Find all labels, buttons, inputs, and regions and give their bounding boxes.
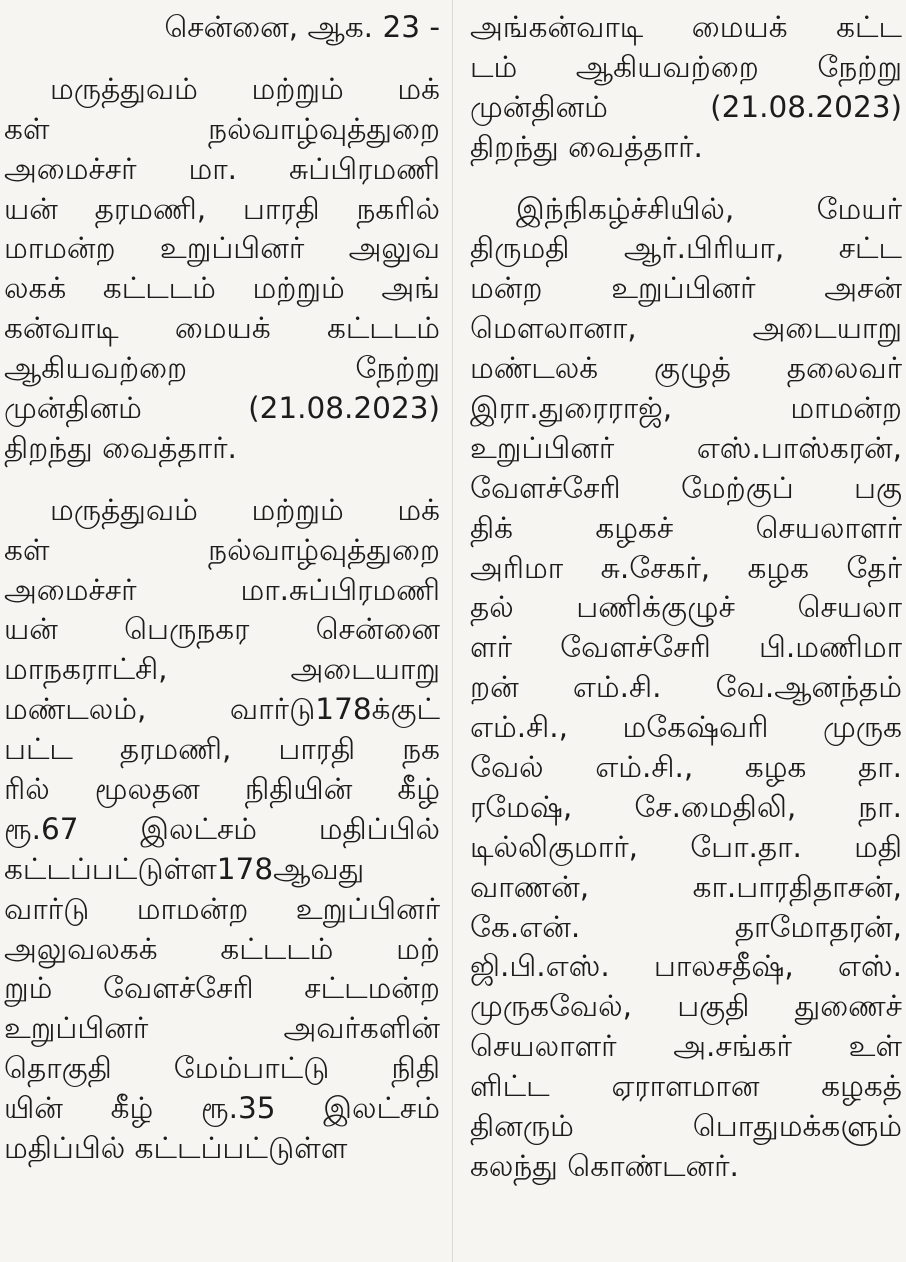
article-line: கள் நல்வாழ்வுத்துறை xyxy=(4,532,440,567)
article-line: பட்ட தரமணி, பாரதி நக xyxy=(4,732,440,767)
article-line: மாநகராட்சி, அடையாறு xyxy=(4,652,440,687)
article-line: உறுப்பினர் எஸ்.பாஸ்கரன், xyxy=(470,430,902,465)
article-line: ஜி.பி.எஸ். பாலசதீஷ், எஸ். xyxy=(470,949,902,984)
article-line: டம் ஆகியவற்றை நேற்று xyxy=(470,49,902,84)
article-line: மருத்துவம் மற்றும் மக் xyxy=(50,71,440,106)
article-line: கலந்து கொண்டனர். xyxy=(470,1148,739,1183)
paragraph-gap xyxy=(4,48,440,70)
article-line: லகக் கட்டடம் மற்றும் அங் xyxy=(4,271,440,306)
article-line: மண்டலம், வார்டு178க்குட் xyxy=(4,692,440,727)
article-line: திருமதி ஆர்.பிரியா, சட்ட xyxy=(470,231,902,266)
article-line: கட்டப்பட்டுள்ள178ஆவது xyxy=(4,851,365,886)
article-line: அலுவலகக் கட்டடம் மற் xyxy=(4,931,440,966)
right-column xyxy=(470,8,902,1187)
article-line: வார்டு மாமன்ற உறுப்பினர் xyxy=(4,891,440,926)
article-line: மருத்துவம் மற்றும் மக் xyxy=(50,492,440,527)
article-line: வாணன், கா.பாரதிதாசன், xyxy=(470,869,902,904)
article-line: அரிமா சு.சேகர், கழக தேர் xyxy=(470,550,902,585)
article-line: மன்ற உறுப்பினர் அசன் xyxy=(470,271,902,306)
article-line: அமைச்சர் மா. சுப்பிரமணி xyxy=(4,151,440,186)
article-line: முருகவேல், பகுதி துணைச் xyxy=(470,989,902,1024)
article-line: தொகுதி மேம்பாட்டு நிதி xyxy=(4,1051,440,1086)
article-line: டில்லிகுமார், போ.தா. மதி xyxy=(470,829,902,864)
article-line: ரில் மூலதன நிதியின் கீழ் xyxy=(4,772,440,807)
article-line: மௌலானா, அடையாறு xyxy=(470,311,902,346)
article-line: திக் கழகச் செயலாளர் xyxy=(470,510,902,545)
article-line: யன் தரமணி, பாரதி நகரில் xyxy=(4,191,440,226)
article-line: கள் நல்வாழ்வுத்துறை xyxy=(4,111,440,146)
article-line: மதிப்பில் கட்டப்பட்டுள்ள xyxy=(4,1131,348,1166)
article-line: யன் பெருநகர சென்னை xyxy=(4,612,440,647)
article-line: ரமேஷ், சே.மைதிலி, நா. xyxy=(470,789,902,824)
article-line: அங்கன்வாடி மையக் கட்ட xyxy=(470,10,902,44)
article-line: உறுப்பினர் அவர்களின் xyxy=(4,1011,440,1046)
article-line: ரூ.67 இலட்சம் மதிப்பில் xyxy=(4,811,440,846)
article-line: சென்னை, ஆக. 23 - xyxy=(164,10,440,44)
article-line: வேளச்சேரி மேற்குப் பகு xyxy=(470,470,902,505)
article-line: வேல் எம்.சி., கழக தா. xyxy=(470,750,902,785)
article-line: தினரும் பொதுமக்களும் xyxy=(470,1109,902,1144)
article-line: இந்நிகழ்ச்சியில், மேயர் xyxy=(516,191,902,226)
column-divider xyxy=(452,0,453,1262)
article-line: முன்தினம் (21.08.2023) xyxy=(4,391,440,426)
article-line: திறந்து வைத்தார். xyxy=(470,129,703,164)
article-line: றன் எம்.சி. வே.ஆனந்தம் xyxy=(470,670,902,705)
paragraph-gap xyxy=(470,168,902,190)
article-line: கே.என். தாமோதரன், xyxy=(470,909,902,944)
left-column xyxy=(4,8,440,1169)
article-line: முன்தினம் (21.08.2023) xyxy=(470,89,902,124)
article-line: யின் கீழ் ரூ.35 இலட்சம் xyxy=(4,1091,440,1126)
paragraph-gap xyxy=(4,469,440,491)
article-line: அமைச்சர் மா.சுப்பிரமணி xyxy=(4,572,440,607)
article-line: றும் வேளச்சேரி சட்டமன்ற xyxy=(4,971,440,1006)
article-line: ளர் வேளச்சேரி பி.மணிமா xyxy=(470,630,902,665)
article-line: மாமன்ற உறுப்பினர் அலுவ xyxy=(4,231,440,266)
article-line: செயலாளர் அ.சங்கர் உள் xyxy=(470,1029,902,1064)
article-line: எம்.சி., மகேஷ்வரி முருக xyxy=(470,710,902,745)
article-line: ளிட்ட ஏராளமான கழகத் xyxy=(470,1069,902,1104)
article-line: மண்டலக் குழுத் தலைவர் xyxy=(470,351,902,386)
article-line: திறந்து வைத்தார். xyxy=(4,430,237,465)
article-line: இரா.துரைராஜ், மாமன்ற xyxy=(470,391,902,426)
article-line: தல் பணிக்குழுச் செயலா xyxy=(470,590,902,625)
article-line: கன்வாடி மையக் கட்டடம் xyxy=(4,311,440,346)
article-line: ஆகியவற்றை நேற்று xyxy=(4,351,440,386)
